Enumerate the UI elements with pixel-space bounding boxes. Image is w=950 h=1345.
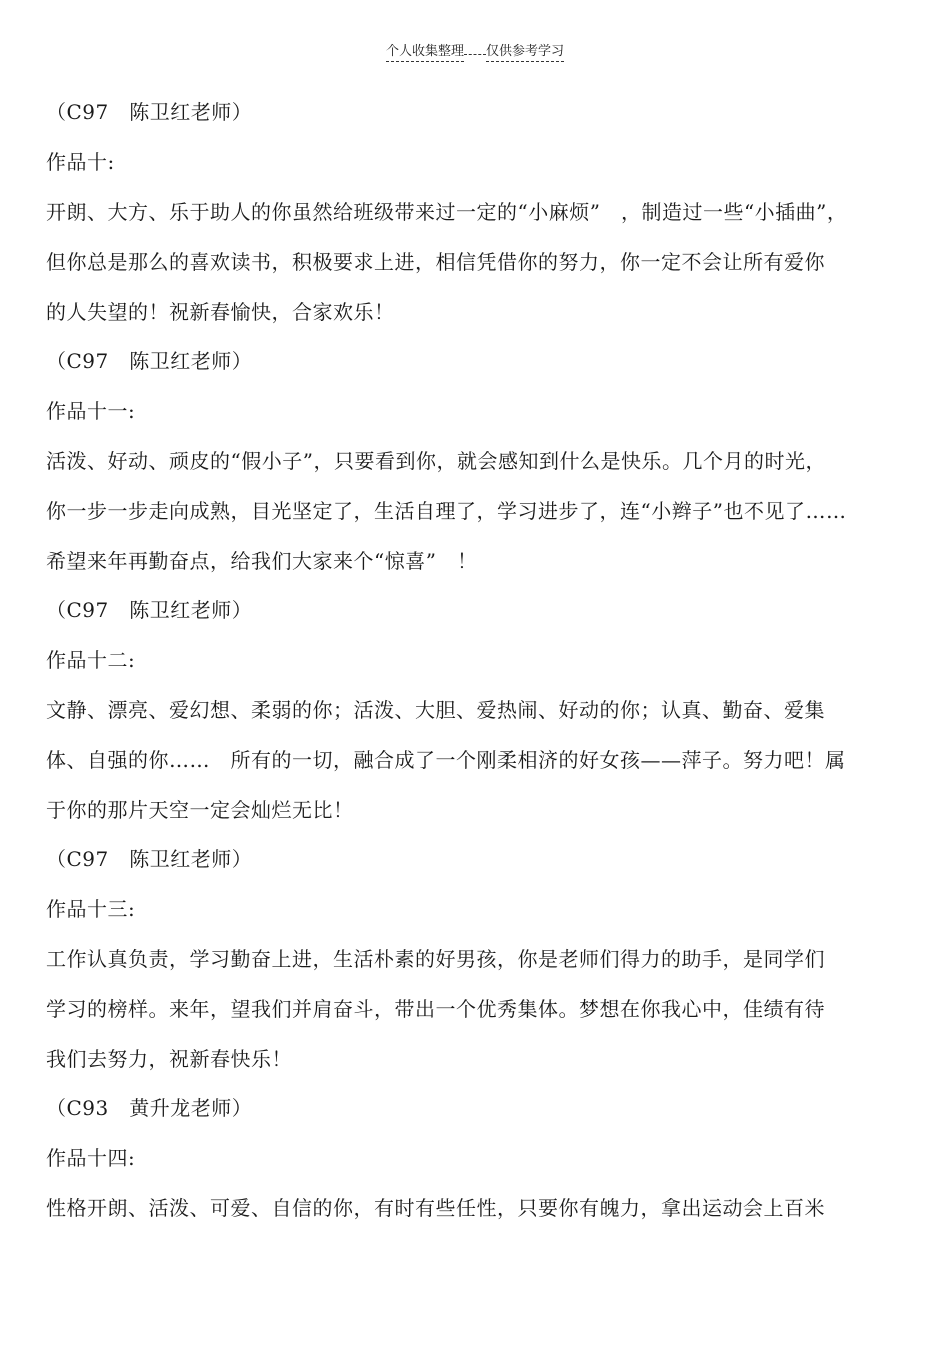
paragraph-line: 于你的那片天空一定会灿烂无比！	[46, 798, 354, 822]
paragraph-line: 性格开朗、活泼、可爱、自信的你，有时有些任性，只要你有魄力，拿出运动会上百米	[46, 1196, 825, 1220]
author-line: （C97 陈卫红老师）	[46, 847, 253, 871]
paragraph-line: 你一步一步走向成熟，目光坚定了，生活自理了，学习进步了，连“小辫子”也不见了……	[46, 499, 847, 523]
page-header	[0, 40, 950, 62]
paragraph-line: 工作认真负责，学习勤奋上进，生活朴素的好男孩，你是老师们得力的助手，是同学们	[46, 947, 825, 971]
paragraph-line: 我们去努力，祝新春快乐！	[46, 1047, 292, 1071]
paragraph-line: 但你总是那么的喜欢读书，积极要求上进，相信凭借你的努力，你一定不会让所有爱你	[46, 250, 825, 274]
section-title: 作品十三:	[46, 897, 136, 921]
paragraph-line: 希望来年再勤奋点，给我们大家来个“惊喜” ！	[46, 549, 478, 573]
author-line: （C97 陈卫红老师）	[46, 349, 253, 373]
paragraph-line: 文静、漂亮、爱幻想、柔弱的你；活泼、大胆、爱热闹、好动的你；认真、勤奋、爱集	[46, 698, 825, 722]
section-title: 作品十一:	[46, 399, 136, 423]
author-line: （C97 陈卫红老师）	[46, 598, 253, 622]
paragraph-line: 体、自强的你…… 所有的一切，融合成了一个刚柔相济的好女孩——萍子。努力吧！属	[46, 748, 846, 772]
author-line: （C93 黄升龙老师）	[46, 1096, 253, 1120]
author-line: （C97 陈卫红老师）	[46, 100, 253, 124]
section-title: 作品十二:	[46, 648, 136, 672]
paragraph-line: 活泼、好动、顽皮的“假小子”，只要看到你，就会感知到什么是快乐。几个月的时光，	[46, 449, 826, 473]
section-title: 作品十:	[46, 150, 115, 174]
header-divider	[464, 52, 486, 55]
header-right: 仅供参考学习	[486, 40, 564, 62]
paragraph-line: 的人失望的！祝新春愉快，合家欢乐！	[46, 300, 395, 324]
header-left: 个人收集整理	[386, 40, 464, 62]
paragraph-line: 开朗、大方、乐于助人的你虽然给班级带来过一定的“小麻烦” ，制造过一些“小插曲”，	[46, 200, 848, 224]
section-title: 作品十四:	[46, 1146, 136, 1170]
paragraph-line: 学习的榜样。来年，望我们并肩奋斗，带出一个优秀集体。梦想在你我心中，佳绩有待	[46, 997, 825, 1021]
